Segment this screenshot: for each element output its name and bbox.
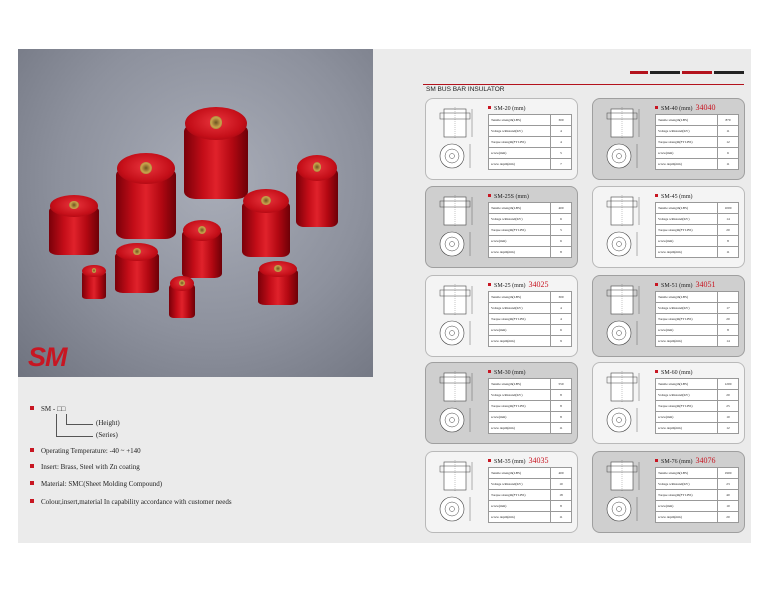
spec-value: 40 — [718, 490, 739, 501]
insulator — [258, 261, 298, 305]
table-row — [489, 214, 572, 225]
spec-label: Torque strength(FT LBS) — [489, 490, 551, 501]
spec-value: 4 — [551, 126, 572, 137]
insulator-drawing-icon — [599, 369, 651, 437]
spec-label: Voltage withstand(KV) — [656, 214, 718, 225]
spec-panel — [488, 103, 572, 170]
spec-label: Voltage withstand(KV) — [489, 214, 551, 225]
product-name: SM-30 (mm) — [494, 370, 526, 376]
product-code: 34035 — [528, 456, 549, 465]
table-row — [656, 325, 739, 336]
spec-label: screw depth(mm) — [489, 247, 551, 258]
designation-label: SM - □□ — [41, 405, 66, 413]
table-row — [656, 379, 739, 390]
spec-table — [655, 291, 739, 347]
bullet-icon — [488, 194, 491, 197]
spec-value: 11 — [718, 126, 739, 137]
spec-label: screw(mm) — [489, 236, 551, 247]
spec-value: 8 — [718, 236, 739, 247]
spec-value: 20 — [718, 314, 739, 325]
spec-label: Tensile strength(LBS) — [656, 203, 718, 214]
spec-label: screw(mm) — [656, 325, 718, 336]
bullet-icon — [488, 370, 491, 373]
product-name: SM-60 (mm) — [661, 370, 693, 376]
feature-material — [30, 480, 162, 488]
table-row — [489, 203, 572, 214]
spec-value: 6 — [551, 214, 572, 225]
product-card — [425, 98, 578, 180]
spec-value: 4 — [551, 303, 572, 314]
spec-value: 8 — [551, 401, 572, 412]
insulator — [182, 220, 222, 278]
table-row — [656, 148, 739, 159]
feature-text: Operating Temperature: -40 ~ +140 — [41, 447, 141, 455]
spec-value: 1200 — [718, 379, 739, 390]
spec-label: Tensile strength(LBS) — [489, 292, 551, 303]
product-name: SM-45 (mm) — [661, 194, 693, 200]
product-title — [488, 280, 572, 289]
product-name: SM-20 (mm) — [494, 106, 526, 112]
product-name: SM-76 (mm) — [661, 459, 693, 465]
spec-label: screw depth(mm) — [656, 247, 718, 258]
spec-label: screw depth(mm) — [656, 159, 718, 170]
spec-table — [655, 467, 739, 523]
spec-label: Tensile strength(LBS) — [656, 379, 718, 390]
insulator — [116, 153, 176, 239]
spec-table — [488, 467, 572, 523]
table-row — [489, 423, 572, 434]
table-row — [656, 314, 739, 325]
spec-label: Voltage withstand(KV) — [489, 126, 551, 137]
spec-value: 8 — [551, 390, 572, 401]
spec-label: screw(mm) — [656, 148, 718, 159]
product-title — [655, 191, 739, 200]
bullet-icon — [30, 499, 34, 503]
spec-value: 6 — [551, 236, 572, 247]
table-row — [656, 401, 739, 412]
insulator-large — [184, 107, 248, 199]
spec-table — [488, 378, 572, 434]
spec-label: screw(mm) — [656, 236, 718, 247]
bullet-icon — [30, 406, 34, 410]
table-row — [489, 148, 572, 159]
table-row — [489, 501, 572, 512]
spec-label: Tensile strength(LBS) — [656, 468, 718, 479]
spec-value: 300 — [551, 115, 572, 126]
table-row — [656, 512, 739, 523]
product-card — [425, 186, 578, 268]
bullet-icon — [655, 283, 658, 286]
bullet-icon — [655, 106, 658, 109]
spec-value: 5 — [551, 148, 572, 159]
spec-value: 6 — [718, 148, 739, 159]
product-title — [655, 280, 739, 289]
spec-value: 9 — [551, 336, 572, 347]
table-row — [489, 512, 572, 523]
table-row — [489, 314, 572, 325]
spec-value: 12 — [718, 137, 739, 148]
spec-table — [488, 202, 572, 258]
spec-value: 20 — [718, 390, 739, 401]
product-card — [592, 451, 745, 533]
spec-value: 8 — [551, 412, 572, 423]
spec-value: 400 — [551, 468, 572, 479]
series-label: (Series) — [96, 431, 118, 439]
section-rule — [423, 84, 744, 85]
product-title — [488, 103, 572, 112]
spec-label: Tensile strength(LBS) — [656, 292, 718, 303]
bullet-icon — [655, 194, 658, 197]
spec-value: 8 — [718, 325, 739, 336]
table-row — [489, 379, 572, 390]
spec-label: Voltage withstand(KV) — [489, 479, 551, 490]
product-photo — [18, 49, 373, 377]
spec-label: Voltage withstand(KV) — [489, 303, 551, 314]
table-row — [656, 479, 739, 490]
spec-label: Voltage withstand(KV) — [489, 390, 551, 401]
table-row — [656, 423, 739, 434]
insulator — [169, 276, 195, 318]
spec-label: Torque strength(FT LBS) — [656, 401, 718, 412]
insulator — [296, 155, 338, 227]
spec-table — [655, 114, 739, 170]
spec-label: Voltage withstand(KV) — [656, 303, 718, 314]
product-code: 34025 — [528, 280, 549, 289]
spec-value: 5 — [551, 225, 572, 236]
table-row — [489, 126, 572, 137]
table-row — [656, 501, 739, 512]
table-row — [489, 137, 572, 148]
spec-value: 550 — [551, 379, 572, 390]
table-row — [656, 292, 739, 303]
bullet-icon — [30, 464, 34, 468]
spec-label: Torque strength(FT LBS) — [656, 225, 718, 236]
brand-logo: SM — [28, 342, 67, 372]
spec-panel — [655, 280, 739, 347]
table-row — [489, 490, 572, 501]
product-card — [425, 275, 578, 357]
product-name: SM-35 (mm) — [494, 459, 526, 465]
product-card — [592, 186, 745, 268]
table-row — [656, 390, 739, 401]
spec-label: screw(mm) — [489, 148, 551, 159]
product-title — [655, 367, 739, 376]
product-code: 34040 — [695, 103, 716, 112]
spec-value: 1000 — [718, 203, 739, 214]
insulator-drawing-icon — [432, 458, 484, 526]
feature-text: Insert: Brass, Steel with Zn coating — [41, 463, 140, 471]
product-card — [592, 275, 745, 357]
decor-bar — [630, 71, 648, 74]
table-row — [489, 336, 572, 347]
product-title — [655, 456, 739, 465]
product-title — [488, 191, 572, 200]
spec-panel — [655, 191, 739, 258]
spec-label: Torque strength(FT LBS) — [656, 490, 718, 501]
spec-label: Torque strength(FT LBS) — [656, 314, 718, 325]
table-row — [489, 292, 572, 303]
table-row — [656, 159, 739, 170]
table-row — [489, 115, 572, 126]
bullet-icon — [655, 459, 658, 462]
table-row — [656, 412, 739, 423]
feature-insert — [30, 463, 140, 471]
bullet-icon — [30, 448, 34, 452]
insulator — [242, 189, 290, 257]
feature-operating-temperature — [30, 447, 141, 455]
table-row — [489, 236, 572, 247]
table-row — [656, 336, 739, 347]
spec-label: screw depth(mm) — [656, 512, 718, 523]
table-row — [489, 479, 572, 490]
bullet-icon — [488, 459, 491, 462]
section-title: SM BUS BAR INSULATOR — [426, 86, 505, 93]
spec-value: 400 — [551, 203, 572, 214]
decor-bar — [650, 71, 680, 74]
product-title — [655, 103, 739, 112]
spec-value: 20 — [718, 225, 739, 236]
spec-value: 1900 — [718, 468, 739, 479]
table-row — [656, 303, 739, 314]
spec-label: Torque strength(FT LBS) — [489, 401, 551, 412]
table-row — [656, 247, 739, 258]
decor-bar — [682, 71, 712, 74]
spec-value: 7 — [551, 159, 572, 170]
insulator — [82, 265, 106, 299]
spec-value: 10 — [718, 501, 739, 512]
bullet-icon — [655, 370, 658, 373]
spec-value: 14 — [718, 214, 739, 225]
insulator-drawing-icon — [432, 369, 484, 437]
spec-value: 8 — [551, 501, 572, 512]
spec-label: Voltage withstand(KV) — [656, 390, 718, 401]
spec-table — [488, 291, 572, 347]
bullet-icon — [488, 106, 491, 109]
spec-panel — [655, 103, 739, 170]
spec-panel — [655, 367, 739, 434]
product-name: SM-25S (mm) — [494, 194, 529, 200]
product-card — [592, 362, 745, 444]
product-title — [488, 367, 572, 376]
table-row — [489, 159, 572, 170]
product-name: SM-25 (mm) — [494, 283, 526, 289]
bullet-icon — [488, 283, 491, 286]
spec-value: 8 — [551, 247, 572, 258]
table-row — [656, 203, 739, 214]
table-row — [489, 325, 572, 336]
spec-panel — [488, 456, 572, 523]
insulator — [49, 195, 99, 255]
spec-label: Torque strength(FT LBS) — [489, 225, 551, 236]
spec-table — [655, 202, 739, 258]
feature-text: Material: SMC(Sheet Molding Compound) — [41, 480, 163, 488]
spec-label: Tensile strength(LBS) — [489, 115, 551, 126]
spec-label: screw(mm) — [656, 501, 718, 512]
spec-value: 25 — [718, 401, 739, 412]
table-row — [656, 236, 739, 247]
table-row — [489, 390, 572, 401]
table-row — [489, 225, 572, 236]
spec-value: 11 — [718, 159, 739, 170]
insulator-drawing-icon — [599, 458, 651, 526]
decor-bar — [714, 71, 744, 74]
spec-value: 17 — [718, 303, 739, 314]
product-card — [425, 362, 578, 444]
spec-value: 4 — [551, 314, 572, 325]
spec-value: 6 — [551, 325, 572, 336]
spec-value: 4 — [551, 137, 572, 148]
insulator-drawing-icon — [432, 105, 484, 173]
table-row — [656, 225, 739, 236]
table-row — [489, 247, 572, 258]
spec-panel — [488, 280, 572, 347]
height-label: (Height) — [96, 419, 120, 427]
table-row — [656, 126, 739, 137]
spec-table — [488, 114, 572, 170]
table-row — [489, 401, 572, 412]
product-card — [425, 451, 578, 533]
bullet-icon — [30, 481, 34, 485]
spec-label: Torque strength(FT LBS) — [489, 314, 551, 325]
table-row — [489, 303, 572, 314]
designation-bracket-series — [56, 414, 93, 437]
product-name: SM-40 (mm) — [661, 106, 693, 112]
feature-text: Colour,insert,material In capability accordance with customer needs — [41, 498, 232, 506]
table-row — [656, 468, 739, 479]
spec-value — [718, 292, 739, 303]
spec-label: screw depth(mm) — [489, 423, 551, 434]
spec-label: screw(mm) — [656, 412, 718, 423]
table-row — [656, 490, 739, 501]
spec-label: screw(mm) — [489, 501, 551, 512]
insulator-drawing-icon — [432, 282, 484, 350]
spec-panel — [655, 456, 739, 523]
insulator-drawing-icon — [599, 282, 651, 350]
spec-value: 870 — [718, 115, 739, 126]
spec-label: screw(mm) — [489, 412, 551, 423]
spec-value: 20 — [718, 512, 739, 523]
table-row — [656, 214, 739, 225]
spec-label: Voltage withstand(KV) — [656, 126, 718, 137]
spec-label: screw depth(mm) — [656, 336, 718, 347]
spec-value: 11 — [551, 423, 572, 434]
table-row — [489, 412, 572, 423]
spec-label: Tensile strength(LBS) — [656, 115, 718, 126]
product-title — [488, 456, 572, 465]
spec-label: Voltage withstand(KV) — [656, 479, 718, 490]
spec-label: Tensile strength(LBS) — [489, 468, 551, 479]
spec-value: 300 — [551, 292, 572, 303]
spec-label: Tensile strength(LBS) — [489, 379, 551, 390]
spec-value: 11 — [718, 247, 739, 258]
insulator-drawing-icon — [599, 105, 651, 173]
designation-code — [30, 405, 65, 413]
spec-label: screw depth(mm) — [489, 512, 551, 523]
spec-value: 10 — [718, 412, 739, 423]
spec-label: Tensile strength(LBS) — [489, 203, 551, 214]
spec-label: Torque strength(FT LBS) — [656, 137, 718, 148]
product-code: 34076 — [695, 456, 716, 465]
table-row — [656, 115, 739, 126]
table-row — [489, 468, 572, 479]
insulator-drawing-icon — [432, 193, 484, 261]
spec-label: Torque strength(FT LBS) — [489, 137, 551, 148]
spec-value: 18 — [551, 490, 572, 501]
spec-value: 14 — [718, 336, 739, 347]
spec-panel — [488, 367, 572, 434]
product-name: SM-51 (mm) — [661, 283, 693, 289]
spec-label: screw(mm) — [489, 325, 551, 336]
feature-colour — [30, 498, 232, 506]
spec-value: 11 — [551, 512, 572, 523]
spec-label: screw depth(mm) — [656, 423, 718, 434]
spec-value: 12 — [718, 423, 739, 434]
table-row — [656, 137, 739, 148]
spec-label: screw depth(mm) — [489, 336, 551, 347]
insulator-drawing-icon — [599, 193, 651, 261]
spec-value: 23 — [718, 479, 739, 490]
spec-label: screw depth(mm) — [489, 159, 551, 170]
spec-value: 10 — [551, 479, 572, 490]
spec-panel — [488, 191, 572, 258]
insulator — [115, 243, 159, 293]
product-code: 34051 — [695, 280, 716, 289]
spec-table — [655, 378, 739, 434]
product-card — [592, 98, 745, 180]
